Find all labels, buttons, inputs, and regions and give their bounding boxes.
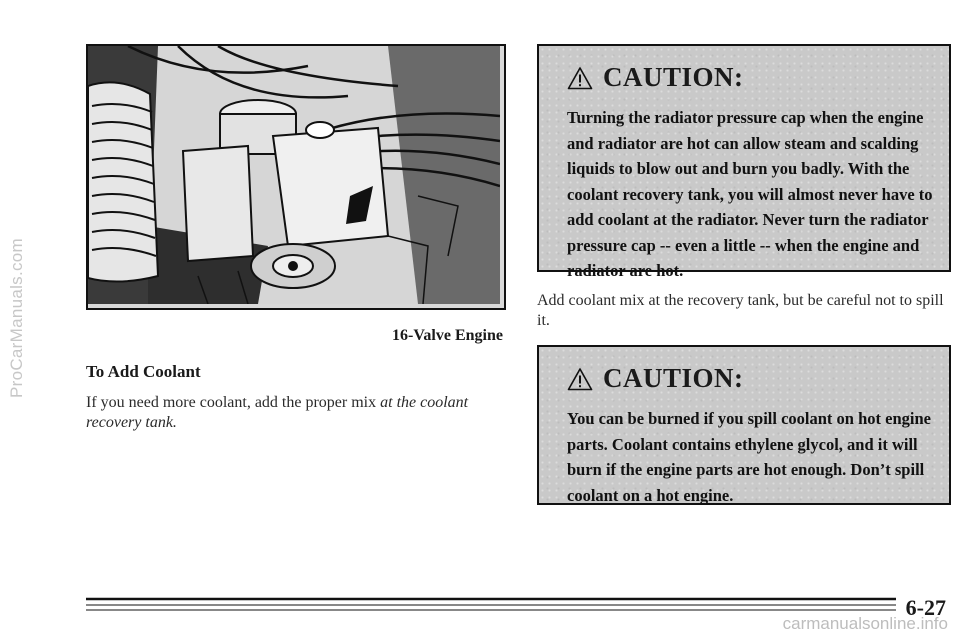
left-body-text (86, 393, 496, 433)
engine-figure (86, 44, 506, 310)
right-body-text: Add coolant mix at the recovery tank, but be careful not to spill it. (537, 292, 944, 329)
side-watermark (0, 0, 34, 636)
figure-caption: 16-Valve Engine (392, 327, 503, 344)
caution-header-1 (567, 62, 935, 93)
section-heading: To Add Coolant (86, 362, 201, 381)
caution-title-1: CAUTION: (603, 62, 744, 92)
left-body-italic: at the coolant recovery tank. (86, 394, 469, 431)
footer-rules (86, 596, 896, 612)
side-watermark-text: ProCarManuals.com (7, 237, 26, 399)
engine-illustration (88, 46, 500, 304)
caution-box-2 (537, 345, 951, 505)
warning-triangle-icon (567, 66, 593, 90)
page-number: 6-27 (905, 595, 946, 620)
caution-text-2: You can be burned if you spill coolant on hot engine parts. Coolant contains ethylene glycol, and it will burn if the engine parts are hot enough. Don’t spill coolant on a hot engine. (567, 409, 931, 505)
caution-title-2: CAUTION: (603, 363, 744, 393)
caution-text-1: Turning the radiator pressure cap when the engine and radiator are hot can allow steam and scalding liquids to blow out and burn you badly. With the coolant recovery tank, you will almost never have to add coolant at the radiator. Never turn the radiator pressure cap -- even a little -- when the engine and radiator are hot. (567, 108, 933, 280)
caution-header-2 (567, 363, 935, 394)
warning-triangle-icon (567, 367, 593, 391)
caution-box-1 (537, 44, 951, 280)
left-body-prefix: If you need more coolant, add the proper mix (86, 394, 381, 411)
footer-watermark: carmanualsonline.info (782, 614, 948, 633)
